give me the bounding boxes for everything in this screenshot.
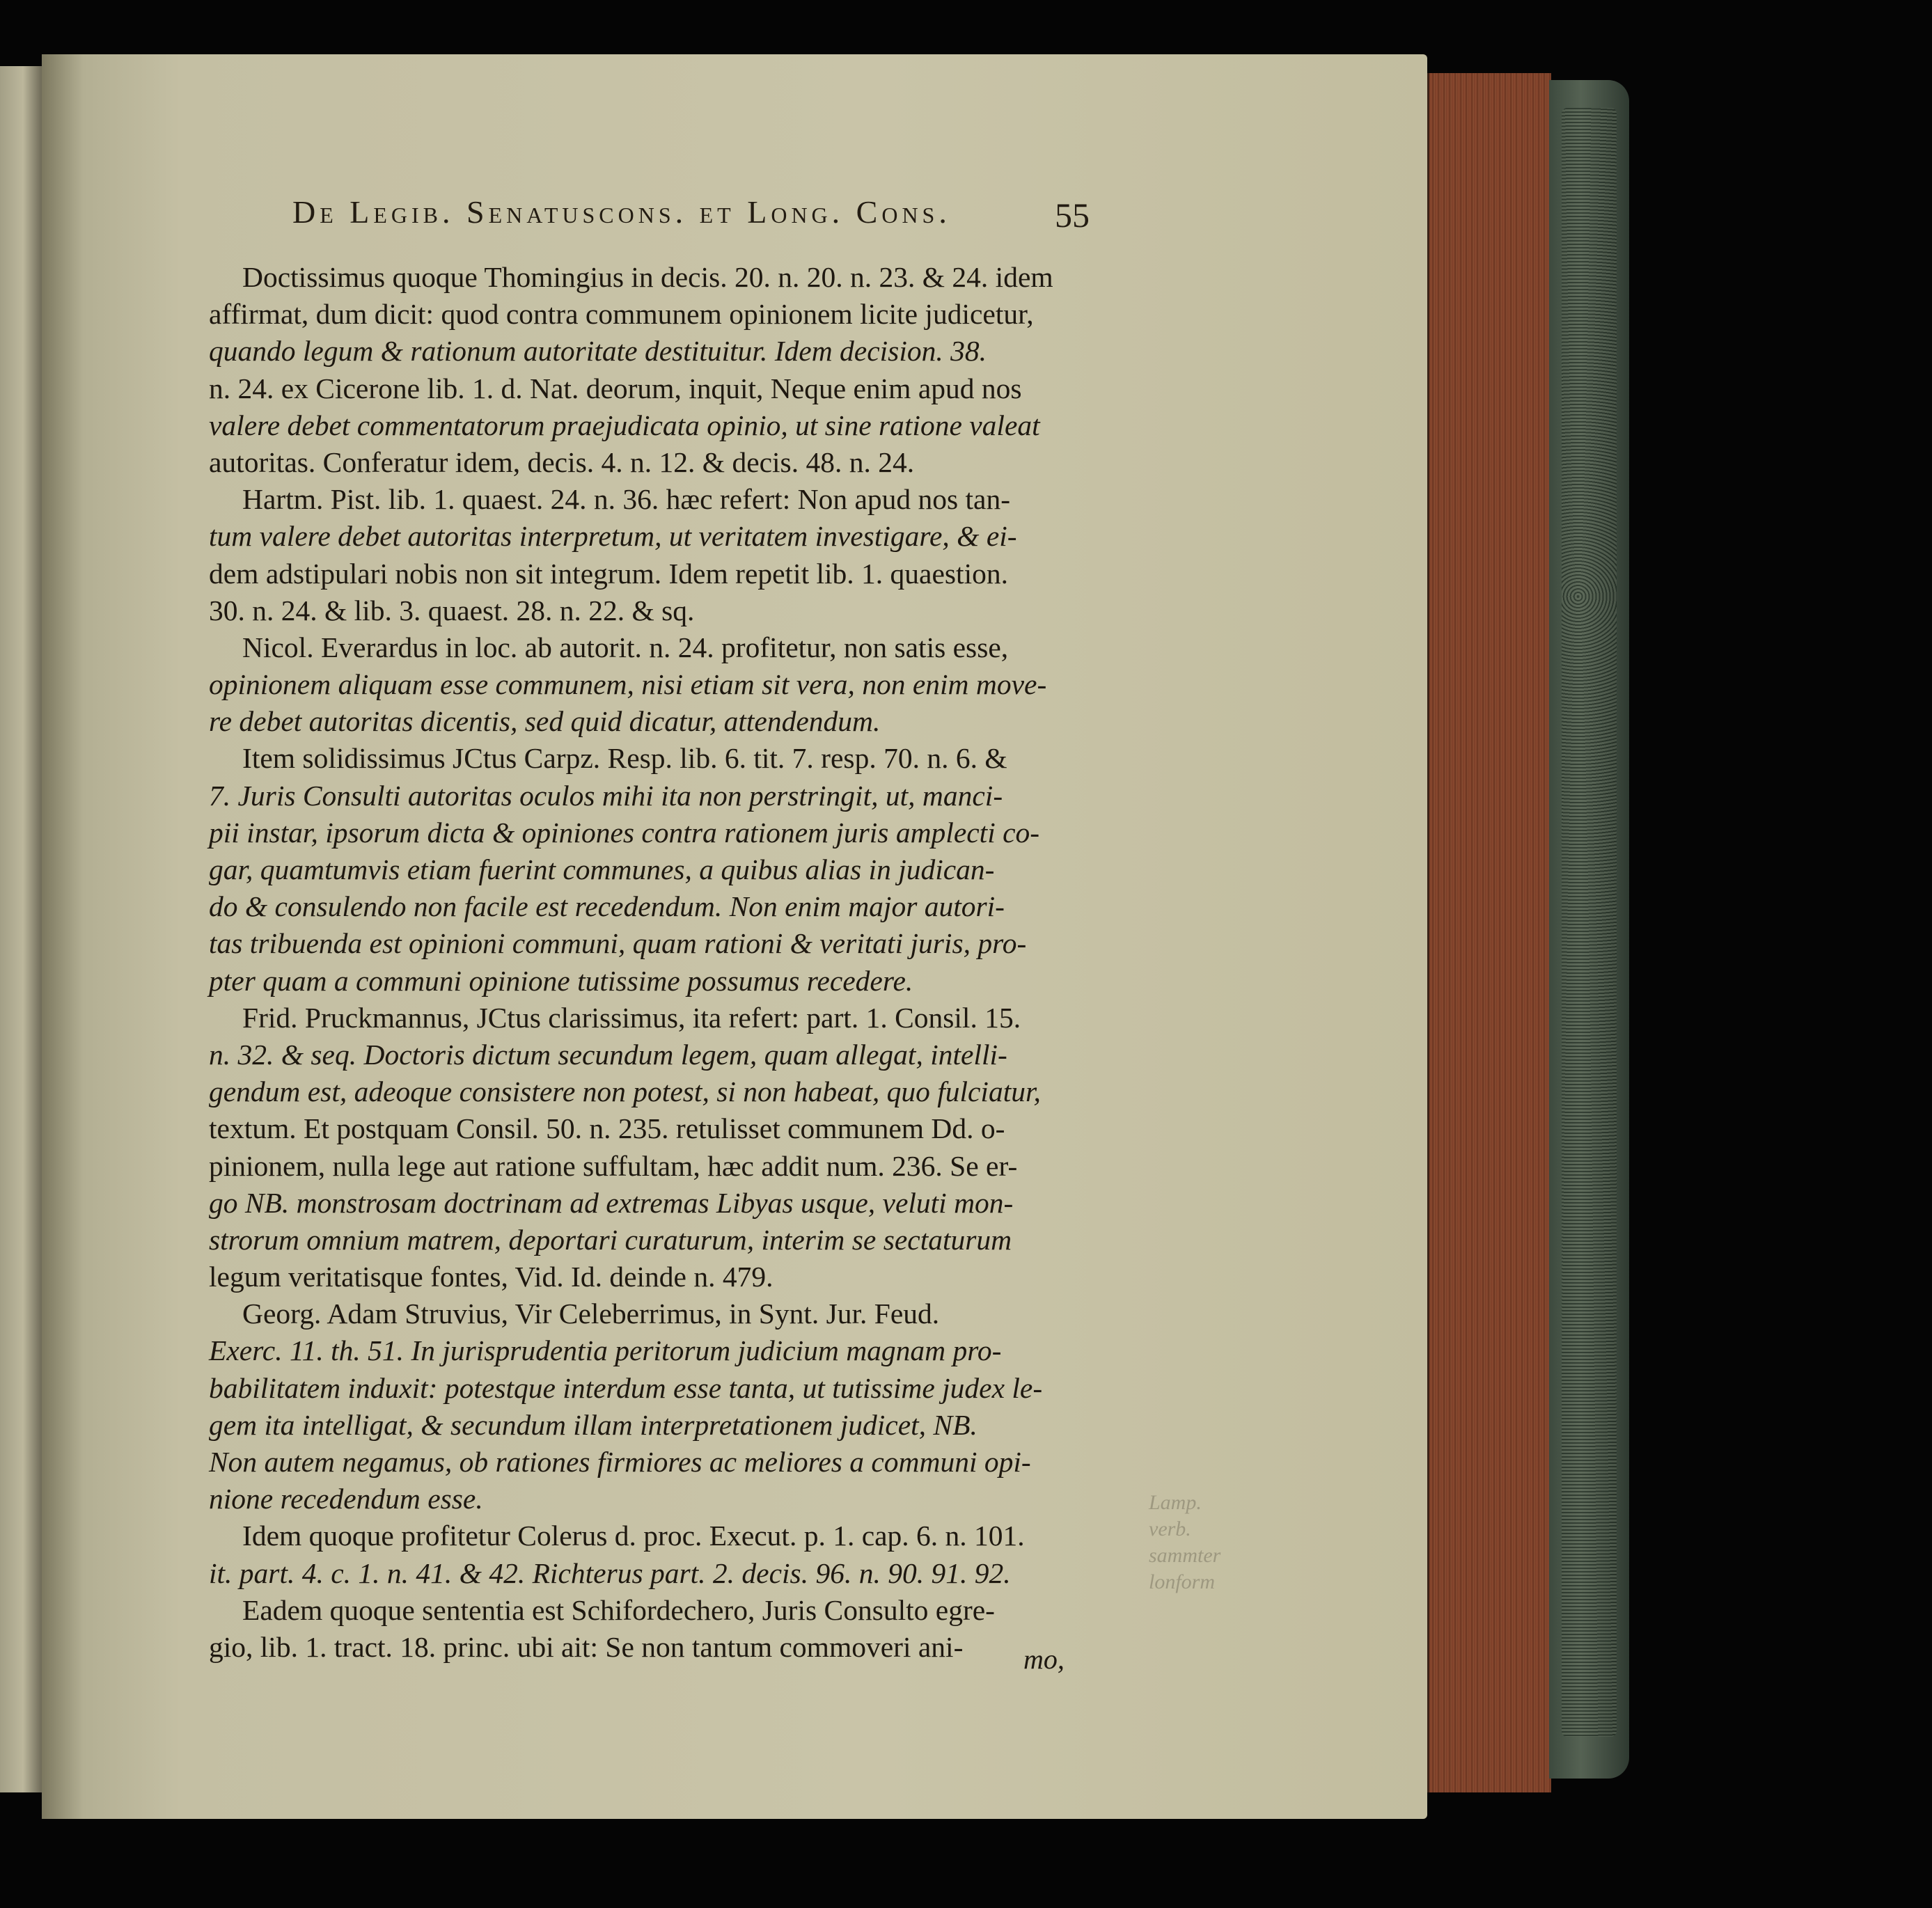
text-line: tas tribuenda est opinioni communi, quam rationi & veritati juris, pro- — [209, 927, 1027, 960]
text-line: dem adstipulari nobis non sit integrum. Idem repetit lib. 1. quaestion. — [209, 557, 1008, 590]
text-line: quando legum & rationum autoritate destituitur. Idem decision. 38. — [209, 335, 987, 368]
catchword: mo, — [1023, 1643, 1065, 1675]
bleed-line: lonform — [1149, 1570, 1216, 1593]
text-line: Doctissimus quoque Thomingius in decis. 20. n. 20. n. 23. & 24. idem — [242, 261, 1053, 293]
text-line: legum veritatisque fontes, Vid. Id. deinde n. 479. — [209, 1261, 773, 1293]
book-fore-edge — [1427, 73, 1551, 1792]
book-cover — [1549, 80, 1629, 1779]
text-line: Eadem quoque sententia est Schifordechero, Juris Consulto egre- — [242, 1593, 996, 1626]
text-line: textum. Et postquam Consil. 50. n. 235. retulisset communem Dd. o- — [209, 1112, 1005, 1145]
text-line: go NB. monstrosam doctrinam ad extremas Libyas usque, veluti mon- — [209, 1186, 1014, 1219]
text-line: 7. Juris Consulti autoritas oculos mihi ita non perstringit, ut, manci- — [209, 779, 1003, 812]
bleed-line: verb. — [1149, 1517, 1191, 1540]
body-text — [209, 259, 1110, 1666]
text-line: 30. n. 24. & lib. 3. quaest. 28. n. 22. & sq. — [209, 594, 695, 626]
text-line: it. part. 4. c. 1. n. 41. & 42. Richterus part. 2. decis. 96. n. 90. 91. 92. — [209, 1556, 1011, 1589]
text-line: Georg. Adam Struvius, Vir Celeberrimus, in Synt. Jur. Feud. — [242, 1298, 940, 1330]
text-line: gio, lib. 1. tract. 18. princ. ubi ait: Se non tantum commoveri ani- — [209, 1630, 964, 1663]
text-line: babilitatem induxit: potestque interdum esse tanta, ut tutissime judex le- — [209, 1371, 1043, 1404]
text-line: Frid. Pruckmannus, JCtus clarissimus, ita refert: part. 1. Consil. 15. — [242, 1001, 1021, 1034]
bleed-line: Lamp. — [1149, 1491, 1202, 1514]
text-line: n. 32. & seq. Doctoris dictum secundum legem, quam allegat, intelli- — [209, 1038, 1007, 1071]
text-line: Nicol. Everardus in loc. ab autorit. n. 24. profitetur, non satis esse, — [242, 631, 1009, 663]
text-line: re debet autoritas dicentis, sed quid dicatur, attendendum. — [209, 705, 881, 738]
text-line: affirmat, dum dicit: quod contra communem opinionem licite judicetur, — [209, 298, 1034, 331]
text-line: pinionem, nulla lege aut ratione suffultam, hæc addit num. 236. Se er- — [209, 1149, 1018, 1182]
text-line: Item solidissimus JCtus Carpz. Resp. lib. 6. tit. 7. resp. 70. n. 6. & — [242, 742, 1007, 775]
bleed-through-text — [1149, 1490, 1225, 1601]
text-line: pter quam a communi opinione tutissime possumus recedere. — [209, 964, 913, 997]
text-line: Idem quoque profitetur Colerus d. proc. Execut. p. 1. cap. 6. n. 101. — [242, 1520, 1025, 1552]
text-line: nione recedendum esse. — [209, 1483, 483, 1515]
text-line: valere debet commentatorum praejudicata opinio, ut sine ratione valeat — [209, 409, 1040, 441]
text-line: gem ita intelligat, & secundum illam interpretationem judicet, NB. — [209, 1408, 977, 1441]
text-line: Exerc. 11. th. 51. In jurisprudentia peritorum judicium magnam pro- — [209, 1334, 1002, 1367]
text-line: tum valere debet autoritas interpretum, ut veritatem investigare, & ei- — [209, 520, 1017, 553]
text-line: do & consulendo non facile est recedendum. Non enim major autori- — [209, 890, 1005, 923]
left-page-edge — [0, 66, 42, 1792]
text-line: strorum omnium matrem, deportari curaturum, interim se sectaturum — [209, 1223, 1012, 1256]
page-number: 55 — [1055, 196, 1090, 235]
text-line: gar, quamtumvis etiam fuerint communes, a quibus alias in judican- — [209, 853, 995, 885]
running-head: De Legib. Senatuscons. et Long. Cons. — [292, 194, 951, 230]
text-line: n. 24. ex Cicerone lib. 1. d. Nat. deorum, inquit, Neque enim apud nos — [209, 372, 1022, 404]
text-line: pii instar, ipsorum dicta & opiniones contra rationem juris amplecti co- — [209, 816, 1040, 849]
text-line: opinionem aliquam esse communem, nisi etiam sit vera, non enim move- — [209, 668, 1047, 701]
text-line: Hartm. Pist. lib. 1. quaest. 24. n. 36. hæc refert: Non apud nos tan- — [242, 483, 1011, 516]
text-line: autoritas. Conferatur idem, decis. 4. n. 12. & decis. 48. n. 24. — [209, 446, 915, 478]
bleed-line: sammter — [1149, 1544, 1221, 1567]
text-line: gendum est, adeoque consistere non potest, si non habeat, quo fulciatur, — [209, 1075, 1041, 1108]
text-line: Non autem negamus, ob rationes firmiores ac meliores a communi opi- — [209, 1446, 1031, 1478]
